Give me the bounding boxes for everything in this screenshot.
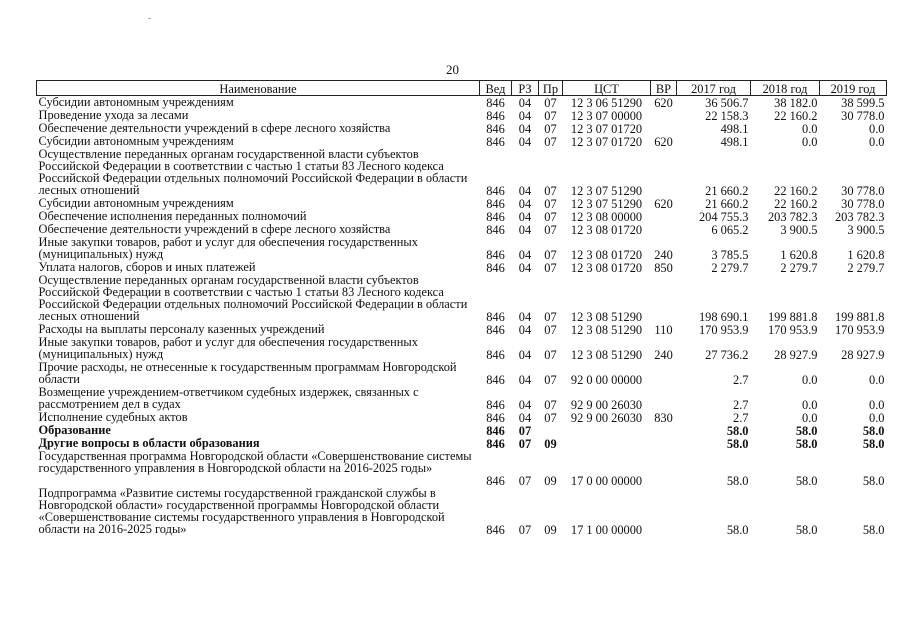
row-value-2019: 58.0 [862, 437, 885, 451]
row-value-2017: 2 279.7 [711, 261, 749, 275]
row-pr: 07 [544, 398, 557, 412]
row-value-2018: 170 953.9 [767, 323, 818, 337]
header-pr: Пр [539, 81, 563, 96]
row-value-2018: 28 927.9 [774, 348, 818, 362]
row-rz: 04 [518, 184, 532, 198]
row-name: Осуществление переданных органам государственной власти субъектов Российской Федерации в соответствии с частью 1 статьи 83 Лесного кодекса Российской Федерации отдельных полномочий Российской Федерации в области лесных отношений [38, 147, 468, 197]
row-value-2018: 58.0 [795, 424, 818, 438]
row-cst: 92 0 00 00000 [570, 373, 643, 387]
row-ved: 846 [486, 373, 505, 387]
row-rz: 04 [518, 348, 532, 362]
row-value-2018: 22 160.2 [774, 184, 818, 198]
row-value-2018: 58.0 [795, 437, 818, 451]
row-name: Образование [38, 423, 111, 437]
row-name: Возмещение учреждением-ответчиком судебных издержек, связанных с рассмотрением дел в судах [38, 385, 419, 411]
row-value-2018: 203 782.3 [767, 210, 818, 224]
row-ved: 846 [486, 323, 505, 337]
row-value-2017: 2.7 [733, 398, 749, 412]
row-pr: 07 [544, 310, 557, 324]
row-pr: 07 [544, 210, 557, 224]
row-name: Исполнение судебных актов [38, 410, 188, 424]
row-cst: 12 3 08 51290 [570, 348, 643, 362]
row-pr: 07 [544, 248, 557, 262]
row-value-2018: 0.0 [802, 411, 818, 425]
header-2019: 2019 год [820, 81, 887, 96]
row-value-2019: 30 778.0 [841, 184, 885, 198]
row-rz: 07 [518, 474, 532, 488]
row-value-2019: 28 927.9 [841, 348, 885, 362]
header-2017: 2017 год [677, 81, 751, 96]
row-ved: 846 [486, 523, 505, 537]
row-rz: 04 [518, 223, 532, 237]
row-value-2018: 38 182.0 [774, 96, 818, 110]
row-name: Прочие расходы, не отнесенные к государственным программам Новгородской области [38, 360, 457, 386]
header-ved: Вед [480, 81, 512, 96]
row-name: Другие вопросы в области образования [38, 436, 260, 450]
row-value-2018: 22 160.2 [774, 197, 818, 211]
row-value-2019: 30 778.0 [841, 109, 885, 123]
row-name: Обеспечение исполнения переданных полномочий [38, 209, 307, 223]
row-value-2017: 6 065.2 [711, 223, 749, 237]
row-name: Уплата налогов, сборов и иных платежей [38, 260, 256, 274]
row-value-2017: 198 690.1 [698, 310, 749, 324]
row-name: Субсидии автономным учреждениям [38, 134, 234, 148]
row-value-2018: 0.0 [802, 398, 818, 412]
row-value-2019: 30 778.0 [841, 197, 885, 211]
row-cst: 17 1 00 00000 [570, 523, 643, 537]
row-vr [651, 274, 677, 323]
row-pr [539, 424, 563, 437]
row-value-2019: 58.0 [862, 474, 885, 488]
row-pr: 07 [544, 184, 557, 198]
row-ved: 846 [486, 474, 505, 488]
scan-mark [148, 18, 151, 19]
row-vr: 830 [654, 411, 673, 425]
row-pr: 07 [544, 96, 557, 110]
row-value-2017: 204 755.3 [698, 210, 749, 224]
header-cst: ЦСТ [563, 81, 651, 96]
row-rz: 04 [518, 373, 532, 387]
row-ved: 846 [486, 437, 505, 451]
row-ved: 846 [486, 210, 505, 224]
row-ved: 846 [486, 398, 505, 412]
row-ved: 846 [486, 411, 505, 425]
row-value-2017: 58.0 [726, 437, 749, 451]
row-pr: 09 [544, 474, 557, 488]
header-2018: 2018 год [751, 81, 820, 96]
row-cst: 12 3 07 01720 [570, 122, 643, 136]
row-ved: 846 [486, 109, 505, 123]
row-rz: 07 [518, 437, 532, 451]
budget-table [36, 80, 887, 536]
table-row [37, 96, 887, 110]
row-cst [563, 424, 651, 437]
row-value-2019: 2 279.7 [847, 261, 885, 275]
header-rz: РЗ [512, 81, 539, 96]
row-value-2018: 0.0 [802, 135, 818, 149]
row-rz: 07 [518, 424, 532, 438]
row-pr: 09 [544, 437, 557, 451]
row-value-2018: 3 900.5 [780, 223, 818, 237]
row-value-2017: 170 953.9 [698, 323, 749, 337]
row-value-2019: 0.0 [869, 373, 885, 387]
row-value-2018: 22 160.2 [774, 109, 818, 123]
table-row [37, 274, 887, 323]
row-rz: 04 [518, 122, 532, 136]
table-body [37, 96, 887, 537]
row-value-2019: 0.0 [869, 411, 885, 425]
row-vr [651, 122, 677, 135]
row-ved: 846 [486, 424, 505, 438]
row-value-2017: 21 660.2 [705, 184, 749, 198]
header-name: Наименование [37, 81, 480, 96]
row-cst: 12 3 08 00000 [570, 210, 643, 224]
row-pr: 07 [544, 109, 557, 123]
row-rz: 04 [518, 135, 532, 149]
row-cst [563, 437, 651, 450]
row-cst: 12 3 07 51290 [570, 197, 643, 211]
row-cst: 12 3 08 51290 [570, 310, 643, 324]
row-cst: 17 0 00 00000 [570, 474, 643, 488]
row-name: Расходы на выплаты персоналу казенных учреждений [38, 322, 325, 336]
row-pr: 07 [544, 197, 557, 211]
row-cst: 12 3 08 01720 [570, 261, 643, 275]
row-name: Проведение ухода за лесами [38, 108, 189, 122]
row-vr [651, 450, 677, 487]
row-rz: 04 [518, 261, 532, 275]
row-cst: 12 3 07 51290 [570, 184, 643, 198]
row-value-2019: 170 953.9 [834, 323, 885, 337]
row-value-2019: 0.0 [869, 135, 885, 149]
row-value-2017: 27 736.2 [705, 348, 749, 362]
row-ved: 846 [486, 248, 505, 262]
row-value-2018: 1 620.8 [780, 248, 818, 262]
row-pr: 07 [544, 122, 557, 136]
row-name: Субсидии автономным учреждениям [38, 95, 234, 109]
row-ved: 846 [486, 197, 505, 211]
row-value-2017: 3 785.5 [711, 248, 749, 262]
row-value-2017: 22 158.3 [705, 109, 749, 123]
table-header-row [37, 81, 887, 96]
row-pr: 07 [544, 135, 557, 149]
row-cst: 92 9 00 26030 [570, 398, 643, 412]
row-value-2019: 0.0 [869, 122, 885, 136]
row-vr [651, 109, 677, 122]
row-name: Иные закупки товаров, работ и услуг для обеспечения государственных (муниципальных) нужд [38, 235, 418, 261]
row-value-2017: 58.0 [726, 424, 749, 438]
row-vr [651, 437, 677, 450]
table-row [37, 487, 887, 536]
row-vr: 850 [654, 261, 673, 275]
row-pr: 07 [544, 223, 557, 237]
row-ved: 846 [486, 96, 505, 110]
row-name: Субсидии автономным учреждениям [38, 196, 234, 210]
row-vr: 620 [654, 135, 673, 149]
row-value-2017: 58.0 [726, 523, 749, 537]
row-cst: 12 3 08 01720 [570, 248, 643, 262]
page-number: 20 [446, 62, 459, 77]
table-row [37, 386, 887, 411]
row-value-2017: 36 506.7 [705, 96, 749, 110]
table-row [37, 411, 887, 424]
row-vr [651, 223, 677, 236]
row-value-2019: 58.0 [862, 424, 885, 438]
row-rz: 04 [518, 310, 532, 324]
row-name: Подпрограмма «Развитие системы государственной гражданской службы в Новгородской области» государственной программы Новгородской области «Совершенствование системы государственного управления в Новгородской области на 2016-2025 годы» [38, 486, 445, 536]
row-cst: 92 9 00 26030 [570, 411, 643, 425]
row-vr [651, 210, 677, 223]
row-vr: 620 [654, 197, 673, 211]
row-name: Иные закупки товаров, работ и услуг для обеспечения государственных (муниципальных) нужд [38, 335, 418, 361]
row-pr: 09 [544, 523, 557, 537]
row-name: Осуществление переданных органам государственной власти субъектов Российской Федерации в соответствии с частью 1 статьи 83 Лесного кодекса Российской Федерации отдельных полномочий Российской Федерации в области лесных отношений [38, 273, 468, 323]
row-rz: 04 [518, 109, 532, 123]
row-rz: 04 [518, 96, 532, 110]
table-row [37, 336, 887, 361]
row-value-2019: 203 782.3 [834, 210, 885, 224]
row-pr: 07 [544, 348, 557, 362]
row-rz: 04 [518, 323, 532, 337]
row-pr: 07 [544, 411, 557, 425]
row-vr [651, 361, 677, 386]
row-rz: 04 [518, 411, 532, 425]
row-value-2018: 0.0 [802, 122, 818, 136]
table-row [37, 450, 887, 487]
row-value-2019: 58.0 [862, 523, 885, 537]
row-vr [651, 386, 677, 411]
row-vr [651, 148, 677, 197]
row-value-2019: 199 881.8 [834, 310, 885, 324]
row-value-2019: 0.0 [869, 398, 885, 412]
row-value-2018: 58.0 [795, 474, 818, 488]
row-cst: 12 3 08 01720 [570, 223, 643, 237]
row-vr: 110 [654, 323, 673, 337]
row-cst: 12 3 07 01720 [570, 135, 643, 149]
row-value-2019: 1 620.8 [847, 248, 885, 262]
row-ved: 846 [486, 122, 505, 136]
row-ved: 846 [486, 310, 505, 324]
row-rz: 07 [518, 523, 532, 537]
row-name: Обеспечение деятельности учреждений в сфере лесного хозяйства [38, 121, 391, 135]
row-value-2017: 2.7 [733, 373, 749, 387]
row-vr: 620 [654, 96, 673, 110]
row-cst: 12 3 06 51290 [570, 96, 643, 110]
table-row [37, 361, 887, 386]
row-cst: 12 3 07 00000 [570, 109, 643, 123]
row-ved: 846 [486, 135, 505, 149]
row-rz: 04 [518, 210, 532, 224]
row-pr: 07 [544, 261, 557, 275]
row-name: Обеспечение деятельности учреждений в сфере лесного хозяйства [38, 222, 391, 236]
row-value-2017: 21 660.2 [705, 197, 749, 211]
row-cst: 12 3 08 51290 [570, 323, 643, 337]
row-ved: 846 [486, 223, 505, 237]
row-value-2017: 2.7 [733, 411, 749, 425]
row-value-2018: 2 279.7 [780, 261, 818, 275]
row-vr [651, 424, 677, 437]
row-value-2019: 38 599.5 [841, 96, 885, 110]
row-value-2019: 3 900.5 [847, 223, 885, 237]
row-ved: 846 [486, 261, 505, 275]
row-rz: 04 [518, 398, 532, 412]
row-ved: 846 [486, 184, 505, 198]
row-value-2018: 199 881.8 [767, 310, 818, 324]
row-rz: 04 [518, 248, 532, 262]
row-ved: 846 [486, 348, 505, 362]
row-vr [651, 487, 677, 536]
row-rz: 04 [518, 197, 532, 211]
row-value-2018: 0.0 [802, 373, 818, 387]
row-vr: 240 [654, 248, 673, 262]
table-row [37, 236, 887, 261]
row-name: Государственная программа Новгородской области «Совершенствование системы государственного управления в Новгородской области на 2016-2025 годы» [38, 449, 472, 475]
table-row [37, 148, 887, 197]
row-value-2017: 498.1 [720, 122, 749, 136]
header-vr: ВР [651, 81, 677, 96]
row-value-2018: 58.0 [795, 523, 818, 537]
row-vr: 240 [654, 348, 673, 362]
row-pr: 07 [544, 373, 557, 387]
row-value-2017: 58.0 [726, 474, 749, 488]
row-pr: 07 [544, 323, 557, 337]
row-value-2017: 498.1 [720, 135, 749, 149]
